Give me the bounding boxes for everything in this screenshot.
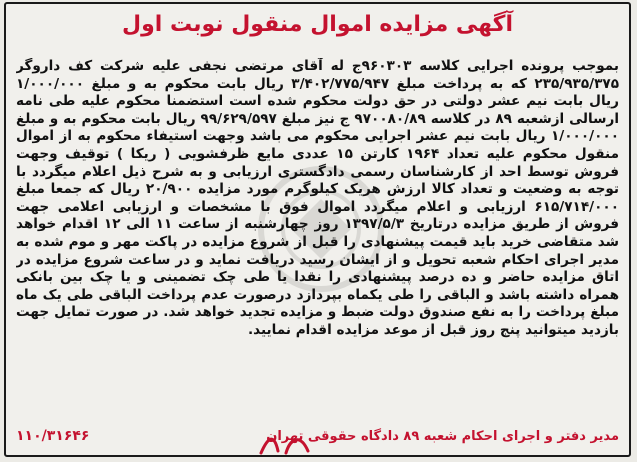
notice-body: بموجب پرونده اجرایی کلاسه ۹۶۰۳۰۳ج له آقای مرتضی نجفی علیه شرکت کف داروگر ۲۳۵/۹۳۵/۳۷۵ که به پرداخت مبلغ ۳/۴۰۲/۷۷۵/۹۴۷ ریال بابت محکوم به و مبلغ ۱/۰۰۰/۰۰۰ ریال بابت نیم عشر دولتی در حق دولت محکوم شده است استضمنا محکوم علیه طی نامه ارسالی ازشعبه ۸۹ در کلاسه ۹۷۰۰۸۰/۸۹ ج نیز مبلغ ۹۹/۶۲۹/۵۹۷ ریال بابت محکوم به و مبلغ ۱/۰۰۰/۰۰۰ ریال بابت نیم عشر اجرایی محکوم می باشد وجهت استیفاء محکوم به از اموال منقول محکوم علیه تعداد ۱۹۶۴ کارتن ۱۵ عددی مایع ظرفشویی ( ریکا ) توقیف وجهت فروش توسط احد از کارشناسان رسمی دادگستری ارزیابی و به شرح ذیل اعلام میگردد با توجه به وضعیت و تعداد کالا ارزش هریک کیلوگرم مورد مزایده ۲۰/۹۰۰ ریال که جمعا مبلغ ۶۱۵/۷۱۴/۰۰۰ ارزیابی و اعلام میگردد اموال فوق با مشخصات و ارزیابی اعلامی جهت فروش از طریق مزایده درتاریخ ۱۳۹۷/۵/۳ روز چهارشنبه از ساعت ۱۱ الی ۱۲ اقدام خواهد شد متقاضی خرید باید قیمت پیشنهادی را قبل از شروع مزایده در پاکت مهر و موم شده به مدیر اجرای احکام شعبه تحویل و از ایشان رسید دریافت نماید و در ساعت شروع مزایده در اتاق مزایده حاضر و ده درصد پیشنهادی را نقدا یا طی چک تضمینی و یا چک بین بانکی همراه داشته باشد و الباقی را طی یکماه بپردازد درصورت عدم پرداخت الباقی طی یک ماه مبلغ پرداخت را به نفع صندوق دولت ضبط و مزایده تجدید خواهد شد. در صورت تمایل جهت بازدید میتوانید پنج روز قبل از موعد مزایده اقدام نمایید. (16, 58, 619, 338)
notice-title: آگهی مزایده اموال منقول نوبت اول (121, 12, 514, 37)
notice-footer (16, 425, 619, 447)
notice-frame (4, 2, 631, 457)
signature-line: مدیر دفتر و اجرای احکام شعبه ۸۹ دادگاه حقوقی تهران (266, 428, 619, 444)
reference-number: ۱۱۰/۳۱۶۴۶ (16, 428, 90, 444)
